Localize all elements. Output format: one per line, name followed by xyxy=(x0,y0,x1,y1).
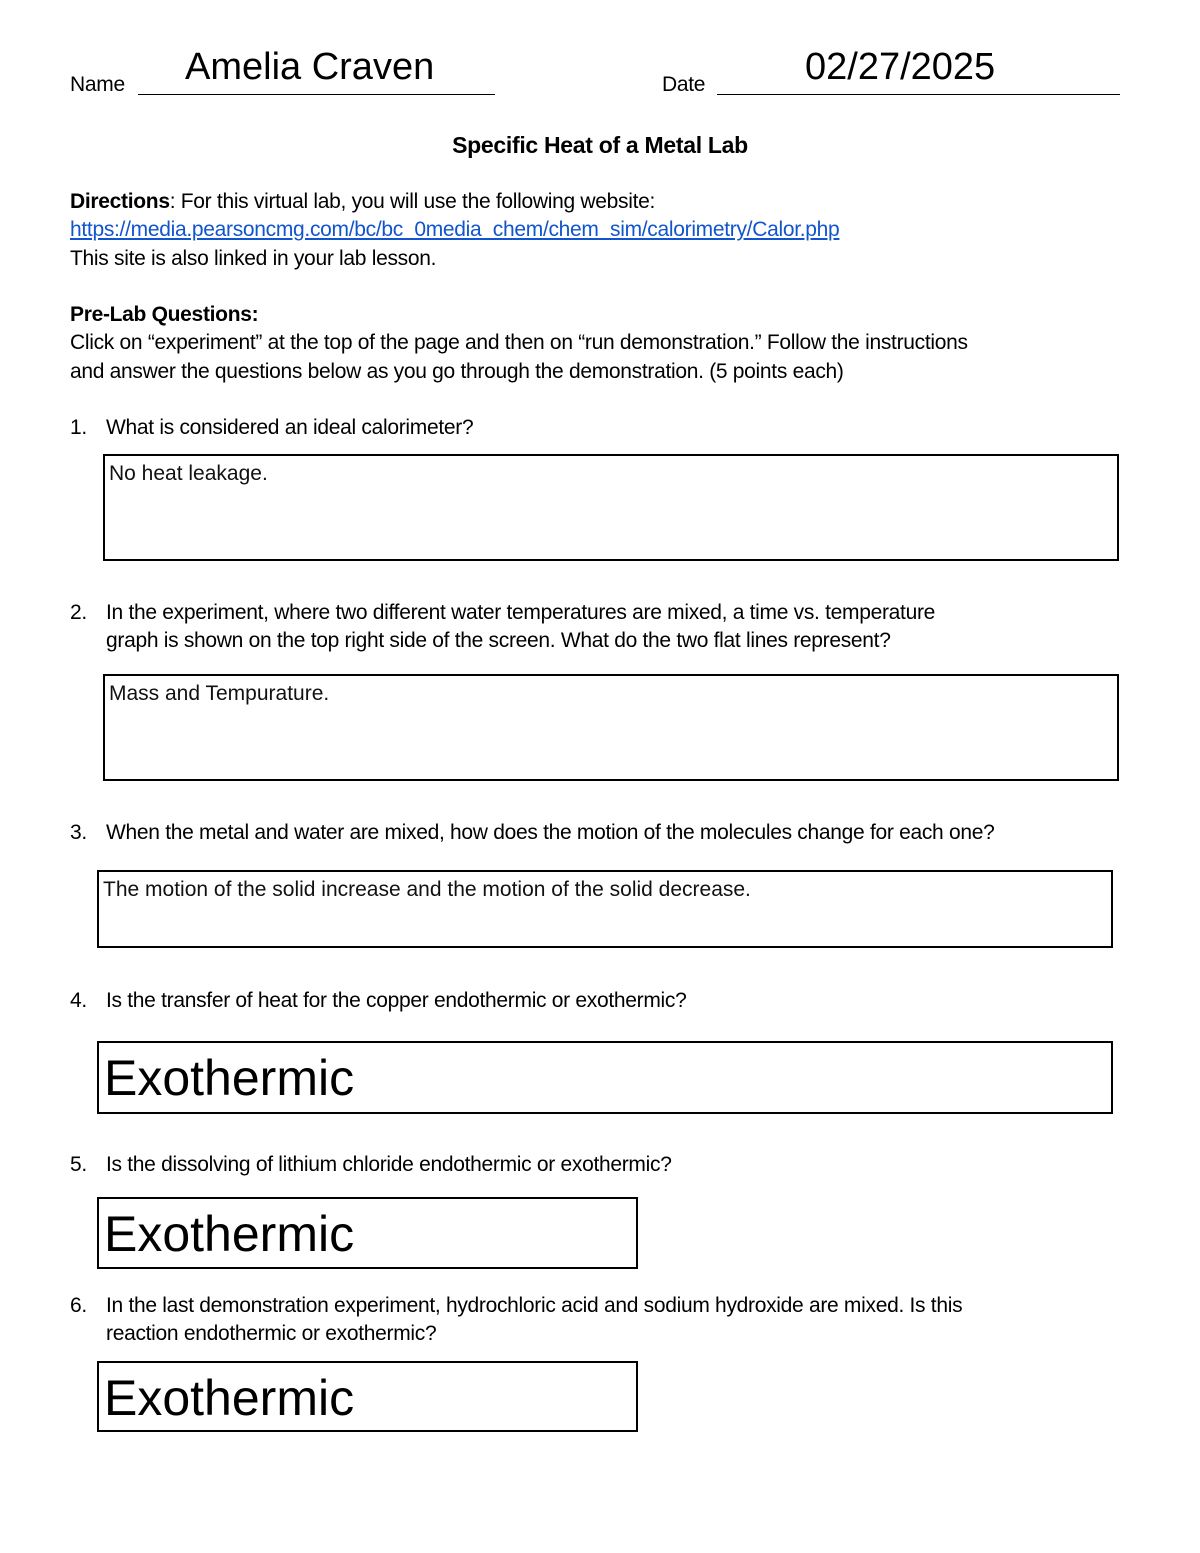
question-number: 3. xyxy=(70,821,87,844)
question-2-line-2: graph is shown on the top right side of the screen. What do the two flat lines represent? xyxy=(106,629,891,652)
question-text: What is considered an ideal calorimeter? xyxy=(106,416,474,439)
question-4 xyxy=(70,987,686,1016)
question-2 xyxy=(70,599,935,628)
answer-text: The motion of the solid increase and the motion of the solid decrease. xyxy=(103,878,751,901)
link-row xyxy=(70,216,839,245)
prelab-heading: Pre-Lab Questions: xyxy=(70,303,259,326)
answer-box-6[interactable] xyxy=(97,1361,638,1432)
answer-box-3[interactable] xyxy=(97,870,1113,948)
website-link[interactable]: https://media.pearsoncmg.com/bc/bc_0media_chem/chem_sim/calorimetry/Calor.php xyxy=(70,218,840,241)
directions-text xyxy=(70,188,655,217)
question-6 xyxy=(70,1292,962,1321)
question-text: Is the transfer of heat for the copper endothermic or exothermic? xyxy=(106,989,687,1012)
directions-body: : For this virtual lab, you will use the following website: xyxy=(169,190,656,213)
question-3 xyxy=(70,819,994,848)
prelab-instructions-2: and answer the questions below as you go through the demonstration. (5 points each) xyxy=(70,360,844,383)
answer-text: Mass and Tempurature. xyxy=(109,682,330,705)
answer-text: No heat leakage. xyxy=(109,462,268,485)
answer-text: Exothermic xyxy=(104,1370,355,1426)
prelab-instructions-1: Click on “experiment” at the top of the page and then on “run demonstration.” Follow the instructions xyxy=(70,331,968,354)
name-underline xyxy=(138,94,495,95)
question-number: 5. xyxy=(70,1153,87,1176)
directions-label: Directions xyxy=(70,190,170,213)
question-number: 4. xyxy=(70,989,87,1012)
question-text: Is the dissolving of lithium chloride endothermic or exothermic? xyxy=(106,1153,672,1176)
question-5 xyxy=(70,1151,672,1180)
date-field[interactable]: 02/27/2025 xyxy=(805,46,996,88)
date-label: Date xyxy=(662,73,706,96)
answer-text: Exothermic xyxy=(104,1206,355,1262)
question-text: When the metal and water are mixed, how does the motion of the molecules change for each one? xyxy=(106,821,995,844)
question-1 xyxy=(70,414,473,443)
question-number: 1. xyxy=(70,416,87,439)
answer-box-4[interactable] xyxy=(97,1041,1113,1114)
answer-box-1[interactable] xyxy=(103,454,1119,561)
question-text: In the experiment, where two different water temperatures are mixed, a time vs. temperature xyxy=(106,601,936,624)
question-text: In the last demonstration experiment, hydrochloric acid and sodium hydroxide are mixed. Is this xyxy=(106,1294,963,1317)
date-underline xyxy=(717,94,1120,95)
answer-box-2[interactable] xyxy=(103,674,1119,781)
question-number: 6. xyxy=(70,1294,87,1317)
question-6-line-2: reaction endothermic or exothermic? xyxy=(106,1322,437,1345)
answer-text: Exothermic xyxy=(104,1050,355,1106)
question-number: 2. xyxy=(70,601,87,624)
name-field[interactable]: Amelia Craven xyxy=(185,46,435,88)
name-label: Name xyxy=(70,73,125,96)
page-title: Specific Heat of a Metal Lab xyxy=(452,132,748,158)
directions-note: This site is also linked in your lab lesson. xyxy=(70,247,437,270)
answer-box-5[interactable] xyxy=(97,1197,638,1269)
